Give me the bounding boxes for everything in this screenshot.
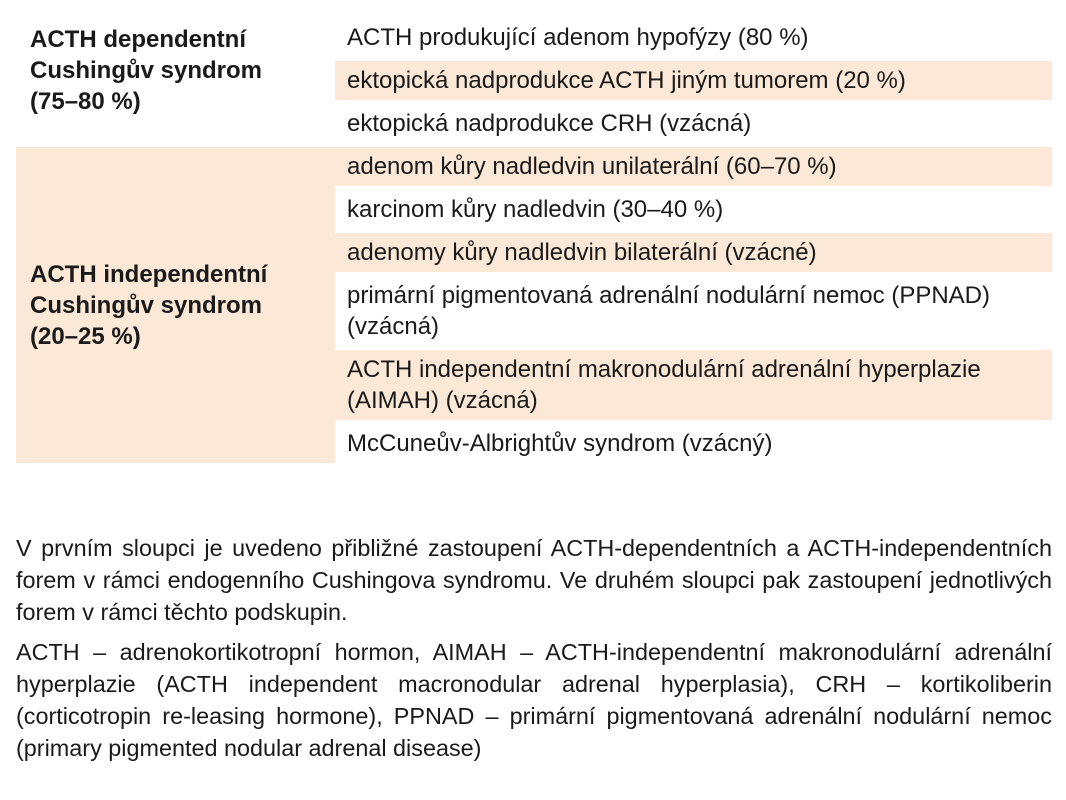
table-cell: ACTH produkující adenom hypofýzy (80 %) [335, 18, 1052, 57]
table-cell: McCuneův-Albrightův syndrom (vzácný) [335, 424, 1052, 463]
table-cell: ektopická nadprodukce CRH (vzácná) [335, 104, 1052, 143]
group-label-acth-dependent: ACTH dependentní Cushingův syndrom (75–80 %) [16, 18, 335, 143]
table-cell: adenomy kůry nadledvin bilaterální (vzácné) [335, 233, 1052, 272]
table-row [16, 147, 1052, 186]
group-label-acth-independent: ACTH independentní Cushingův syndrom (20–25 %) [16, 147, 335, 463]
classification-table [16, 14, 1052, 467]
table-cell: adenom kůry nadledvin unilaterální (60–70 %) [335, 147, 1052, 186]
table-row [16, 18, 1052, 57]
table-cell: karcinom kůry nadledvin (30–40 %) [335, 190, 1052, 229]
table-cell: ektopická nadprodukce ACTH jiným tumorem (20 %) [335, 61, 1052, 100]
footnote-description: V prvním sloupci je uvedeno přibližné zastoupení ACTH-dependentních a ACTH-independentních forem v rámci endogenního Cushingova syndromu. Ve druhém sloupci pak zastoupení jednotlivých forem v rámci těchto podskupin. [16, 535, 1052, 625]
table-cell: ACTH independentní makronodulární adrenální hyperplazie (AIMAH) (vzácná) [335, 350, 1052, 420]
table-footnotes [16, 532, 1052, 772]
footnote-abbreviations: ACTH – adrenokortikotropní hormon, AIMAH – ACTH-independentní makronodulární adrenální hyperplazie (ACTH independent macronodular adrenal hyperplasia), CRH – kortikoliberin (corticotropin re-leasing hormone), PPNAD – primární pigmentovaná adrenální nodulární nemoc (primary pigmented nodular adrenal disease) [16, 639, 1052, 761]
table-cell: primární pigmentovaná adrenální nodulární nemoc (PPNAD) (vzácná) [335, 276, 1052, 346]
